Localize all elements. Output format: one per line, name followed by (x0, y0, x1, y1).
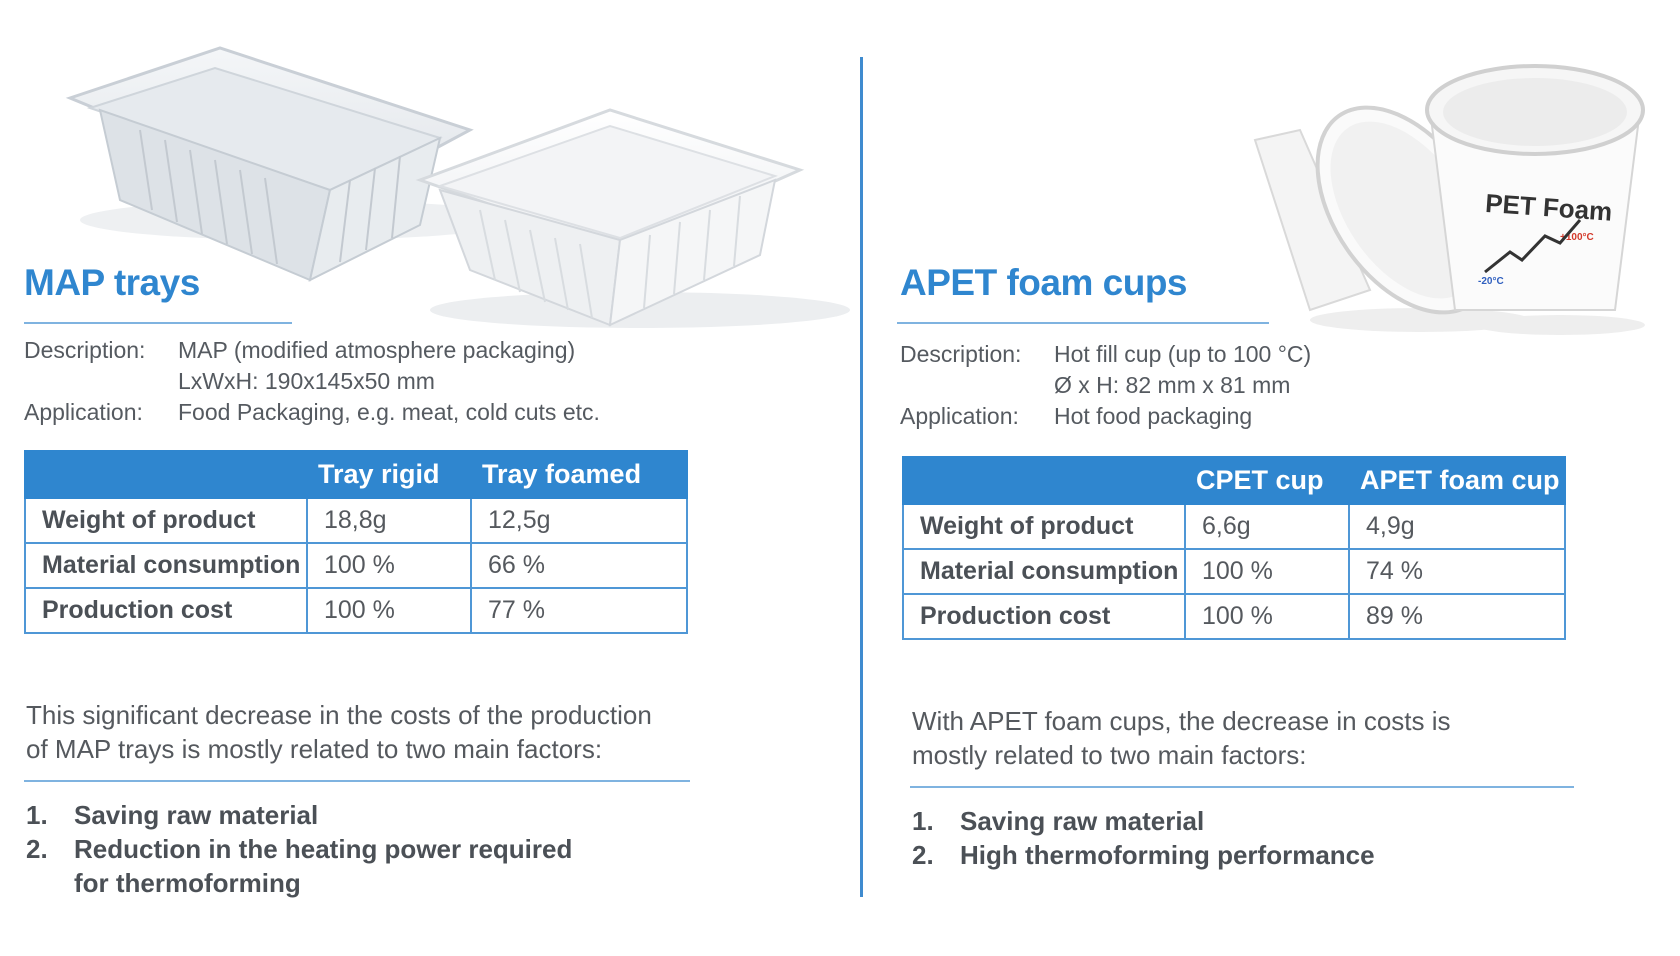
table-cell: 6,6g (1185, 504, 1349, 549)
table-header-cell (903, 457, 1185, 504)
table-row (903, 504, 1565, 549)
description-value-line1: Hot fill cup (up to 100 °C) (1054, 341, 1312, 367)
table-row (903, 594, 1565, 639)
table-cell: 89 % (1349, 594, 1565, 639)
description-value-line2: LxWxH: 190x145x50 mm (178, 368, 435, 394)
right-paragraph-rule (910, 786, 1574, 788)
table-cell: 4,9g (1349, 504, 1565, 549)
table-row (25, 588, 687, 633)
table-row (25, 498, 687, 543)
description-label: Description: (24, 337, 146, 363)
table-cell: 100 % (1185, 594, 1349, 639)
right-comparison-table (902, 456, 1566, 640)
table-header-cell (25, 451, 307, 498)
table-header-cell: Tray rigid (307, 451, 471, 498)
table-cell: 66 % (471, 543, 687, 588)
table-cell: 74 % (1349, 549, 1565, 594)
cup-print-hot: +100°C (1560, 232, 1594, 243)
application-label: Application: (900, 403, 1019, 429)
right-title: APET foam cups (900, 262, 1187, 303)
table-cell: 100 % (1185, 549, 1349, 594)
left-title-rule (24, 322, 292, 324)
application-value: Hot food packaging (1054, 403, 1253, 429)
description-value-line2: Ø x H: 82 mm x 81 mm (1054, 372, 1291, 398)
table-row-label: Material consumption (903, 549, 1185, 594)
table-cell: 77 % (471, 588, 687, 633)
left-comparison-table (24, 450, 688, 634)
description-value-line1: MAP (modified atmosphere packaging) (178, 337, 576, 363)
left-summary-paragraph (26, 698, 706, 766)
left-title: MAP trays (24, 262, 200, 303)
left-paragraph-rule (24, 780, 690, 782)
right-factors-list (912, 804, 1572, 884)
paragraph-line: of MAP trays is mostly related to two main factors: (26, 734, 603, 764)
list-item: Reduction in the heating power required (74, 834, 573, 864)
application-value: Food Packaging, e.g. meat, cold cuts etc. (178, 399, 600, 425)
right-summary-paragraph (912, 704, 1572, 772)
list-item: Saving raw material (74, 800, 319, 830)
list-item-number: 1. (26, 800, 48, 830)
table-header-row (903, 457, 1565, 504)
apet-foam-cups-photo (1230, 40, 1670, 340)
table-cell: 100 % (307, 543, 471, 588)
table-row (903, 549, 1565, 594)
list-item-continued: for thermoforming (74, 868, 301, 898)
cup-print-cold: -20°C (1478, 276, 1504, 287)
left-description-block (24, 335, 724, 435)
table-cell: 100 % (307, 588, 471, 633)
paragraph-line: With APET foam cups, the decrease in costs is (912, 706, 1451, 736)
table-row-label: Material consumption (25, 543, 307, 588)
table-header-row (25, 451, 687, 498)
application-label: Application: (24, 399, 143, 425)
list-item: Saving raw material (960, 806, 1205, 836)
table-row-label: Production cost (25, 588, 307, 633)
list-item-number: 1. (912, 806, 934, 836)
cup-print-text: PET Foam (1484, 187, 1614, 227)
paragraph-line: mostly related to two main factors: (912, 740, 1307, 770)
table-row-label: Weight of product (25, 498, 307, 543)
table-header-cell: Tray foamed (471, 451, 687, 498)
table-cell: 12,5g (471, 498, 687, 543)
tray-foamed-image (420, 110, 850, 328)
tray-rigid-image (70, 48, 520, 280)
right-description-block (900, 339, 1540, 439)
left-factors-list (26, 798, 686, 908)
right-title-rule (897, 322, 1269, 324)
column-divider (860, 57, 863, 897)
table-row (25, 543, 687, 588)
list-item: High thermoforming performance (960, 840, 1375, 870)
list-item-number: 2. (912, 840, 934, 870)
table-header-cell: APET foam cup (1349, 457, 1565, 504)
description-label: Description: (900, 341, 1022, 367)
apet-foam-cup-image (1427, 66, 1645, 335)
table-header-cell: CPET cup (1185, 457, 1349, 504)
table-cell: 18,8g (307, 498, 471, 543)
table-row-label: Weight of product (903, 504, 1185, 549)
paragraph-line: This significant decrease in the costs of the production (26, 700, 652, 730)
list-item-number: 2. (26, 834, 48, 864)
table-row-label: Production cost (903, 594, 1185, 639)
